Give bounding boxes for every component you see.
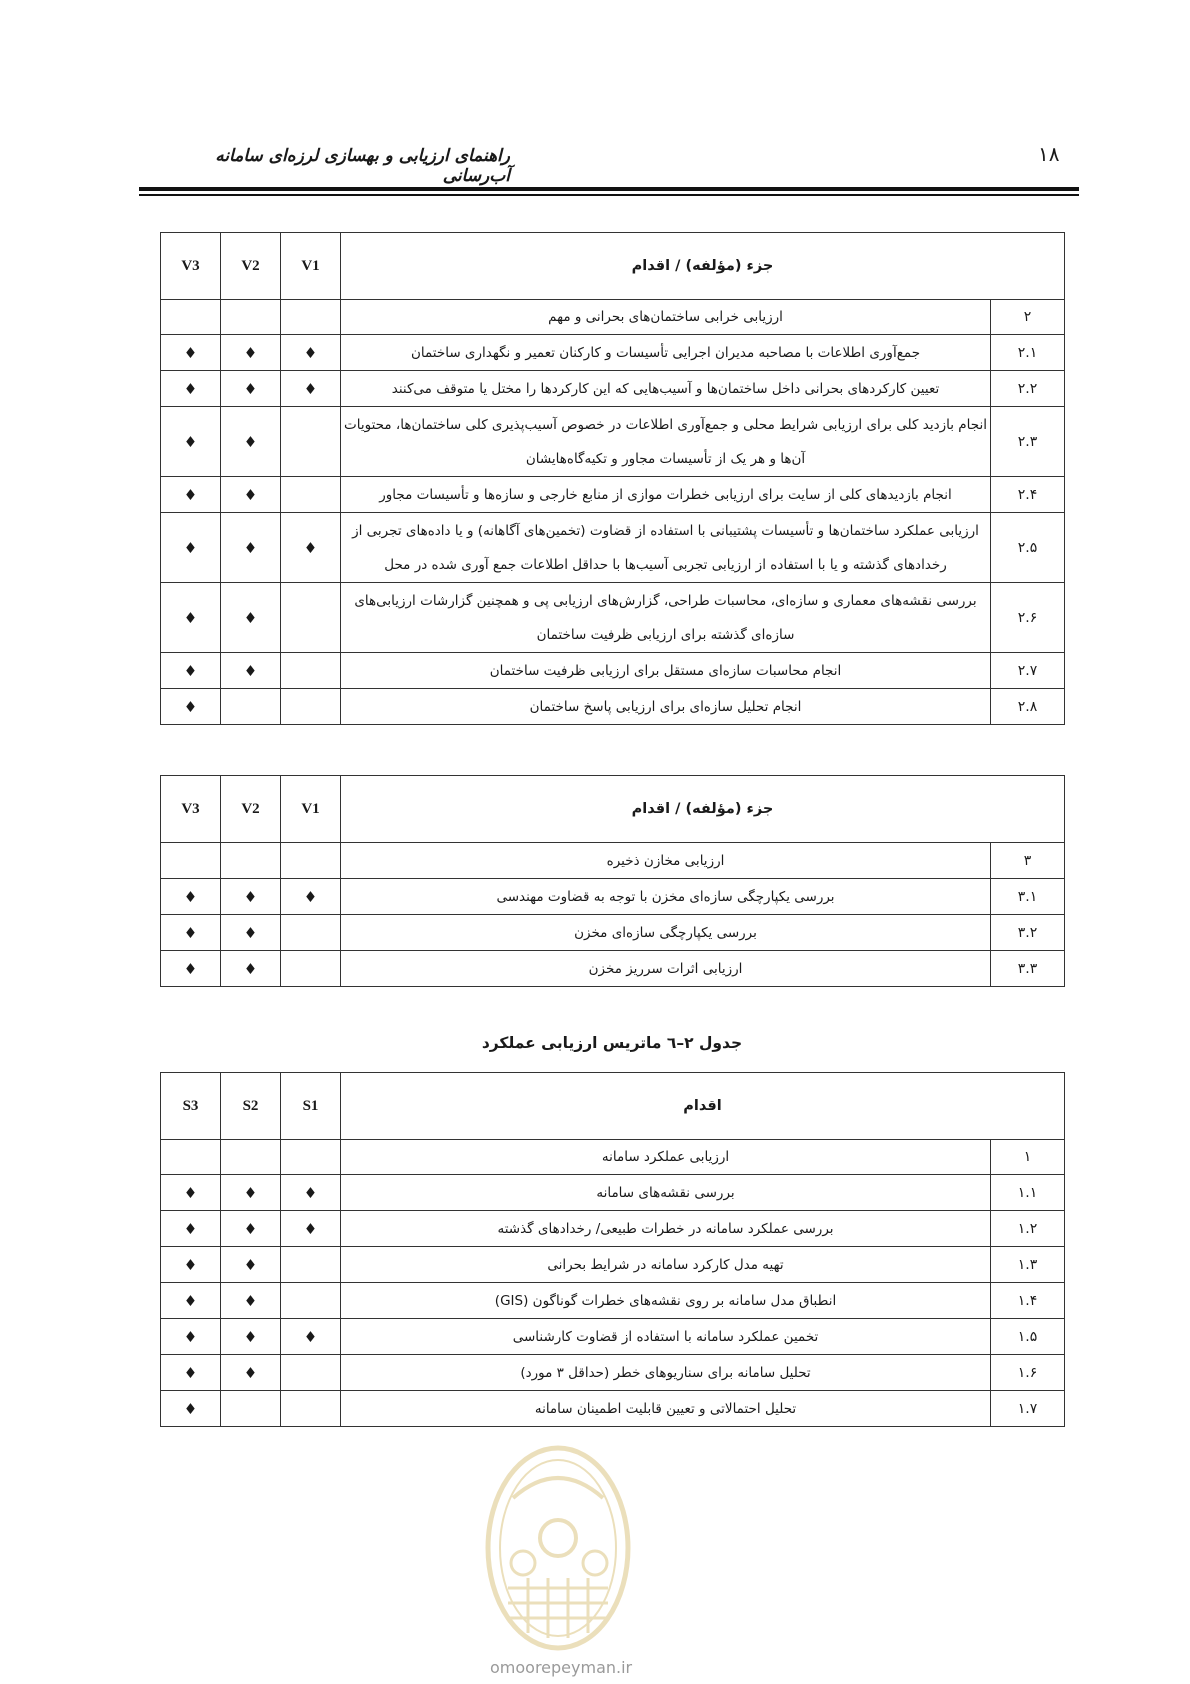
table-row — [161, 1175, 1065, 1211]
v2-mark — [221, 689, 281, 725]
table-row — [161, 1247, 1065, 1283]
header-action: اقدام — [341, 1073, 1065, 1140]
s2-mark: ♦ — [221, 1175, 281, 1211]
row-number: ۱.۴ — [991, 1283, 1065, 1319]
v1-mark — [281, 300, 341, 335]
row-action: انجام بازدیدهای کلی از سایت برای ارزیابی خطرات موازی از منابع خارجی و سازه‌ها و تأسیسات مجاور — [341, 477, 991, 513]
header-s1: S1 — [281, 1073, 341, 1140]
table-header-row — [161, 233, 1065, 300]
table-row — [161, 1355, 1065, 1391]
s2-mark: ♦ — [221, 1355, 281, 1391]
page-number: ۱۸ — [1038, 142, 1060, 166]
s3-mark: ♦ — [161, 1391, 221, 1427]
v1-mark — [281, 915, 341, 951]
s1-mark — [281, 1283, 341, 1319]
v3-mark: ♦ — [161, 407, 221, 477]
v3-mark: ♦ — [161, 915, 221, 951]
table-row — [161, 653, 1065, 689]
row-action: ارزیابی عملکرد ساختمان‌ها و تأسیسات پشتیبانی با استفاده از قضاوت (تخمین‌های آگاهانه) و یا داده‌های تجربی از رخدادهای گذشته و یا با استفاده از ارزیابی تجربی آسیب‌ها با حداقل اطلاعات جمع آوری شده در محل — [341, 513, 991, 583]
seal-logo-icon — [483, 1438, 633, 1658]
row-action: جمع‌آوری اطلاعات با مصاحبه مدیران اجرایی تأسیسات و کارکنان تعمیر و نگهداری ساختمان — [341, 335, 991, 371]
v3-mark — [161, 843, 221, 879]
row-number: ۳.۱ — [991, 879, 1065, 915]
row-number: ۳.۳ — [991, 951, 1065, 987]
row-action: بررسی نقشه‌های معماری و سازه‌ای، محاسبات طراحی، گزارش‌های ارزیابی پی و همچنین گزارشات ارزیابی‌های سازه‌ای گذشته برای ارزیابی ظرفیت ساختمان — [341, 583, 991, 653]
header-rule-thin — [139, 194, 1079, 196]
table-row — [161, 1140, 1065, 1175]
header-action: جزء (مؤلفه) / اقدام — [341, 776, 1065, 843]
s2-mark: ♦ — [221, 1247, 281, 1283]
v2-mark: ♦ — [221, 653, 281, 689]
v2-mark — [221, 300, 281, 335]
row-action: بررسی عملکرد سامانه در خطرات طبیعی/ رخدادهای گذشته — [341, 1211, 991, 1247]
table-row — [161, 1391, 1065, 1427]
table-row — [161, 371, 1065, 407]
v1-mark — [281, 477, 341, 513]
row-action: تهیه مدل کارکرد سامانه در شرایط بحرانی — [341, 1247, 991, 1283]
v1-mark — [281, 653, 341, 689]
row-action: تعیین کارکردهای بحرانی داخل ساختمان‌ها و آسیب‌هایی که این کارکردها را مختل یا متوقف می‌کنند — [341, 371, 991, 407]
v3-mark: ♦ — [161, 689, 221, 725]
v3-mark: ♦ — [161, 951, 221, 987]
s2-mark — [221, 1391, 281, 1427]
v1-mark: ♦ — [281, 371, 341, 407]
header-action: جزء (مؤلفه) / اقدام — [341, 233, 1065, 300]
s3-mark — [161, 1140, 221, 1175]
v2-mark: ♦ — [221, 951, 281, 987]
row-action: انطباق مدل سامانه بر روی نقشه‌های خطرات گوناگون (GIS) — [341, 1283, 991, 1319]
table-row — [161, 513, 1065, 583]
row-number: ۲.۱ — [991, 335, 1065, 371]
row-number: ۲.۳ — [991, 407, 1065, 477]
v1-mark: ♦ — [281, 513, 341, 583]
row-number: ۲.۸ — [991, 689, 1065, 725]
table-header-row — [161, 776, 1065, 843]
v3-mark: ♦ — [161, 335, 221, 371]
s2-mark: ♦ — [221, 1211, 281, 1247]
row-action: ارزیابی اثرات سرریز مخزن — [341, 951, 991, 987]
watermark-site: omoorepeyman.ir — [490, 1658, 633, 1677]
s1-mark — [281, 1140, 341, 1175]
table-row — [161, 583, 1065, 653]
s3-mark: ♦ — [161, 1211, 221, 1247]
v2-mark: ♦ — [221, 407, 281, 477]
row-action: تحلیل احتمالاتی و تعیین قابلیت اطمینان سامانه — [341, 1391, 991, 1427]
table-row — [161, 300, 1065, 335]
s1-mark: ♦ — [281, 1319, 341, 1355]
v1-mark — [281, 407, 341, 477]
row-number: ۱.۷ — [991, 1391, 1065, 1427]
row-action: ارزیابی خرابی ساختمان‌های بحرانی و مهم — [341, 300, 991, 335]
storage-tank-assessment-table — [160, 775, 1065, 987]
row-number: ۲.۲ — [991, 371, 1065, 407]
v2-mark: ♦ — [221, 583, 281, 653]
table-row — [161, 477, 1065, 513]
table-row — [161, 689, 1065, 725]
header-v1: V1 — [281, 776, 341, 843]
row-number: ۱.۵ — [991, 1319, 1065, 1355]
header-v2: V2 — [221, 776, 281, 843]
running-title: راهنمای ارزیابی و بهسازی لرزه‌ای سامانه آب‌رسانی — [215, 146, 510, 186]
table-row — [161, 1319, 1065, 1355]
header-s2: S2 — [221, 1073, 281, 1140]
header-v3: V3 — [161, 776, 221, 843]
s3-mark: ♦ — [161, 1175, 221, 1211]
s3-mark: ♦ — [161, 1319, 221, 1355]
row-action: ارزیابی عملکرد سامانه — [341, 1140, 991, 1175]
table-caption: جدول ۲–٦ ماتریس ارزیابی عملکرد — [481, 1034, 743, 1052]
v1-mark: ♦ — [281, 879, 341, 915]
s1-mark: ♦ — [281, 1175, 341, 1211]
row-action: تخمین عملکرد سامانه با استفاده از قضاوت کارشناسی — [341, 1319, 991, 1355]
row-number: ۲.۴ — [991, 477, 1065, 513]
s1-mark — [281, 1391, 341, 1427]
s1-mark: ♦ — [281, 1211, 341, 1247]
s1-mark — [281, 1247, 341, 1283]
table-row — [161, 915, 1065, 951]
row-action: بررسی یکپارچگی سازه‌ای مخزن با توجه به قضاوت مهندسی — [341, 879, 991, 915]
v2-mark: ♦ — [221, 335, 281, 371]
table-row — [161, 335, 1065, 371]
s3-mark: ♦ — [161, 1283, 221, 1319]
table-row — [161, 1283, 1065, 1319]
table-row — [161, 843, 1065, 879]
s2-mark: ♦ — [221, 1319, 281, 1355]
building-assessment-table — [160, 232, 1065, 725]
row-number: ۱.۱ — [991, 1175, 1065, 1211]
row-action: بررسی یکپارچگی سازه‌ای مخزن — [341, 915, 991, 951]
header-v3: V3 — [161, 233, 221, 300]
v2-mark — [221, 843, 281, 879]
v3-mark: ♦ — [161, 513, 221, 583]
row-action: بررسی نقشه‌های سامانه — [341, 1175, 991, 1211]
table-row — [161, 879, 1065, 915]
performance-matrix-table — [160, 1072, 1065, 1427]
table-header-row — [161, 1073, 1065, 1140]
v1-mark — [281, 951, 341, 987]
row-number: ۳.۲ — [991, 915, 1065, 951]
row-action: انجام بازدید کلی برای ارزیابی شرایط محلی و جمع‌آوری اطلاعات در خصوص آسیب‌پذیری کلی ساختمان‌ها، محتویات آن‌ها و هر یک از تأسیسات مجاور و تکیه‌گاه‌هایشان — [341, 407, 991, 477]
row-number: ۳ — [991, 843, 1065, 879]
table-row — [161, 1211, 1065, 1247]
v2-mark: ♦ — [221, 371, 281, 407]
v3-mark — [161, 300, 221, 335]
v2-mark: ♦ — [221, 915, 281, 951]
header-rule-thick — [139, 187, 1079, 191]
table-row — [161, 951, 1065, 987]
v3-mark: ♦ — [161, 477, 221, 513]
row-number: ۱.۳ — [991, 1247, 1065, 1283]
row-number: ۲ — [991, 300, 1065, 335]
s1-mark — [281, 1355, 341, 1391]
v1-mark — [281, 689, 341, 725]
s3-mark: ♦ — [161, 1355, 221, 1391]
row-number: ۲.۵ — [991, 513, 1065, 583]
v1-mark: ♦ — [281, 335, 341, 371]
table-row — [161, 407, 1065, 477]
v2-mark: ♦ — [221, 513, 281, 583]
v3-mark: ♦ — [161, 653, 221, 689]
header-v2: V2 — [221, 233, 281, 300]
s2-mark — [221, 1140, 281, 1175]
row-number: ۲.۷ — [991, 653, 1065, 689]
v2-mark: ♦ — [221, 879, 281, 915]
row-number: ۱.۲ — [991, 1211, 1065, 1247]
v3-mark: ♦ — [161, 879, 221, 915]
v3-mark: ♦ — [161, 583, 221, 653]
header-v1: V1 — [281, 233, 341, 300]
row-action: تحلیل سامانه برای سناریوهای خطر (حداقل ۳ مورد) — [341, 1355, 991, 1391]
s3-mark: ♦ — [161, 1247, 221, 1283]
header-s3: S3 — [161, 1073, 221, 1140]
v3-mark: ♦ — [161, 371, 221, 407]
v2-mark: ♦ — [221, 477, 281, 513]
row-action: انجام تحلیل سازه‌ای برای ارزیابی پاسخ ساختمان — [341, 689, 991, 725]
row-action: انجام محاسبات سازه‌ای مستقل برای ارزیابی ظرفیت ساختمان — [341, 653, 991, 689]
row-number: ۱ — [991, 1140, 1065, 1175]
row-number: ۱.۶ — [991, 1355, 1065, 1391]
s2-mark: ♦ — [221, 1283, 281, 1319]
v1-mark — [281, 583, 341, 653]
row-action: ارزیابی مخازن ذخیره — [341, 843, 991, 879]
v1-mark — [281, 843, 341, 879]
row-number: ۲.۶ — [991, 583, 1065, 653]
